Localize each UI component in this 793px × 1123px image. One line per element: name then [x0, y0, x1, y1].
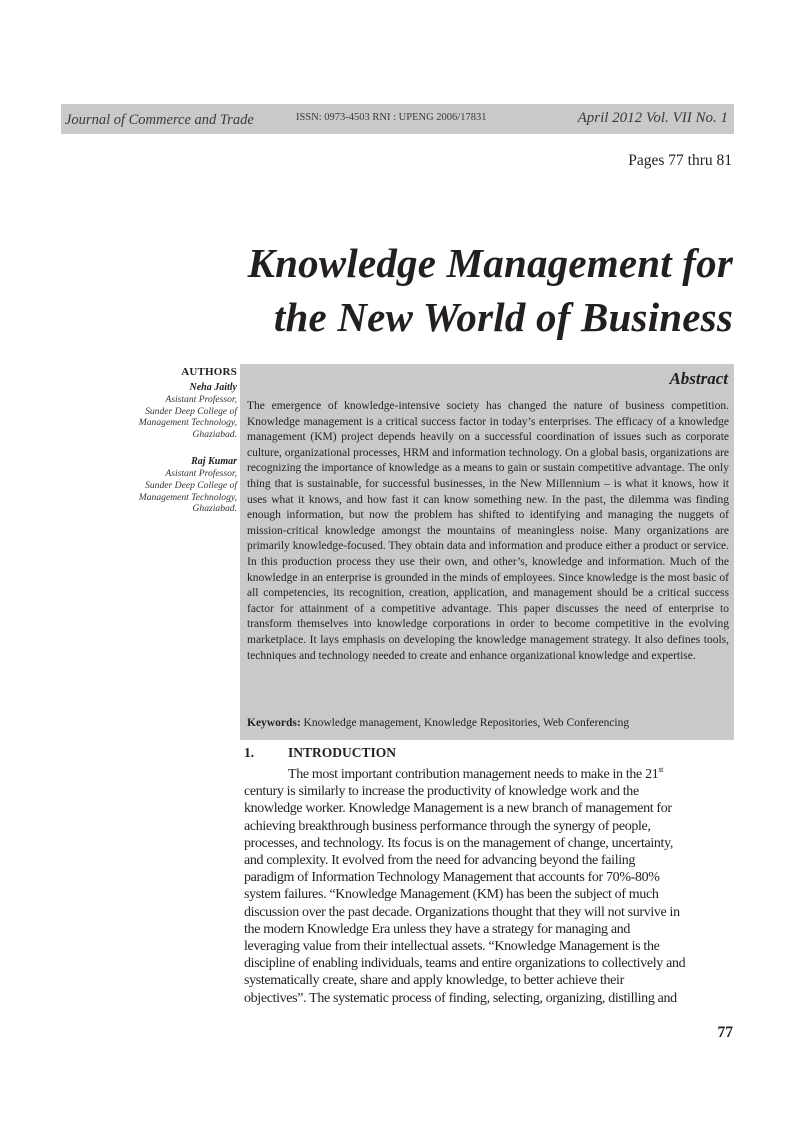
body-line: objectives”. The systematic process of finding, selecting, organizing, distilling and: [244, 990, 677, 1006]
body-line: achieving breakthrough business performance through the synergy of people,: [244, 818, 651, 834]
title-line-2: the New World of Business: [273, 294, 733, 340]
section-heading: [244, 745, 396, 761]
issn-rni: ISSN: 0973-4503 RNI : UPENG 2006/17831: [296, 112, 487, 123]
author-affiliation-line: Management Technology,: [138, 417, 237, 429]
introduction-body: [244, 766, 734, 1007]
author-affiliation-line: Ghaziabad.: [192, 503, 237, 515]
author-affiliation-line: Asistant Professor,: [165, 468, 237, 480]
body-line-text: The most important contribution management needs to make in the 21: [288, 767, 659, 782]
authors-heading: AUTHORS: [181, 366, 237, 378]
author-affiliation-line: Ghaziabad.: [192, 428, 237, 440]
abstract-heading: Abstract: [669, 369, 728, 388]
body-line: discussion over the past decade. Organizations thought that they will not survive in: [244, 904, 680, 920]
authors-block: [100, 366, 237, 515]
body-line: processes, and technology. Its focus is on the management of change, uncertainty,: [244, 835, 673, 851]
title-line-1: Knowledge Management for: [247, 240, 733, 286]
section-title: INTRODUCTION: [288, 745, 397, 760]
body-line: systematically create, share and apply knowledge, to better achieve their: [244, 973, 624, 989]
journal-header-bar: [61, 104, 734, 134]
keywords-line: [247, 716, 729, 731]
author-affiliation-line: Sunder Deep College of: [145, 405, 237, 417]
author-affiliation-line: Sunder Deep College of: [145, 479, 237, 491]
journal-name: Journal of Commerce and Trade: [65, 112, 254, 128]
body-line: discipline of enabling individuals, teams and entire organizations to collectively and: [244, 956, 686, 972]
page-range: Pages 77 thru 81: [628, 152, 732, 169]
body-line: system failures. “Knowledge Management (KM) has been the subject of much: [244, 887, 659, 903]
body-line: leveraging value from their intellectual assets. “Knowledge Management is the: [244, 939, 660, 955]
author-affiliation-line: Management Technology,: [138, 491, 237, 503]
issue-info: April 2012 Vol. VII No. 1: [577, 110, 728, 126]
abstract-text: The emergence of knowledge-intensive society has changed the nature of business competition. Knowledge management is a critical success factor in today’s enterprises. The efficacy of a knowledge management (KM) project depends heavily on a successful coordination of issues such as corporate culture, organizational processes, HRM and information technology. On a global basis, organizations are recognizing the importance of knowledge as a means to gain or sustain competitive advantage. The only thing that is sustainable, for successful businesses, in the New Millennium – is what it knows, how it uses what it knows, and how fast it can know something new. In the past, the dilemma was finding enough information, but now the problem has shifted to identifying and managing the nuggets of mission-critical knowledge amongst the mountains of meaningless noise. Many organizations are primarily knowledge-focused. They obtain data and information and produce either a product or service. In this production process they use their own, and other’s, knowledge and information. Much of the knowledge in an enterprise is grounded in the minds of employees. Since knowledge is the most basic of all competencies, its recognition, creation, application, and management should be a critical success factor for attainment of a competitive advantage. This paper discusses the need of enterprise to transform themselves into knowledge corporations in order to become competitive in the evolving marketplace. It lays emphasis on developing the knowledge management strategy. It also defines tools, techniques and technology needed to create and enhance organizational knowledge and expertise.: [247, 400, 729, 662]
keywords-list: Knowledge management, Knowledge Repositories, Web Conferencing: [300, 717, 630, 729]
author-name: Neha Jaitly: [189, 382, 237, 393]
body-line: century is similarly to increase the productivity of knowledge work and the: [244, 784, 639, 800]
author-name: Raj Kumar: [191, 456, 237, 468]
section-number: 1.: [244, 745, 255, 760]
paper-title: [93, 236, 733, 344]
body-line: knowledge worker. Knowledge Management is a new branch of management for: [244, 801, 672, 817]
author-affiliation-line: Asistant Professor,: [165, 394, 237, 405]
page-number: 77: [717, 1024, 733, 1041]
abstract-box: [240, 364, 734, 740]
body-line: and complexity. It evolved from the need for advancing beyond the failing: [244, 853, 636, 869]
body-line: paradigm of Information Technology Management that accounts for 70%-80%: [244, 870, 660, 886]
body-line: the modern Knowledge Era unless they have a strategy for managing and: [244, 921, 630, 937]
superscript: st: [658, 765, 664, 774]
body-line: [244, 766, 734, 783]
keywords-label: Keywords:: [247, 717, 301, 729]
